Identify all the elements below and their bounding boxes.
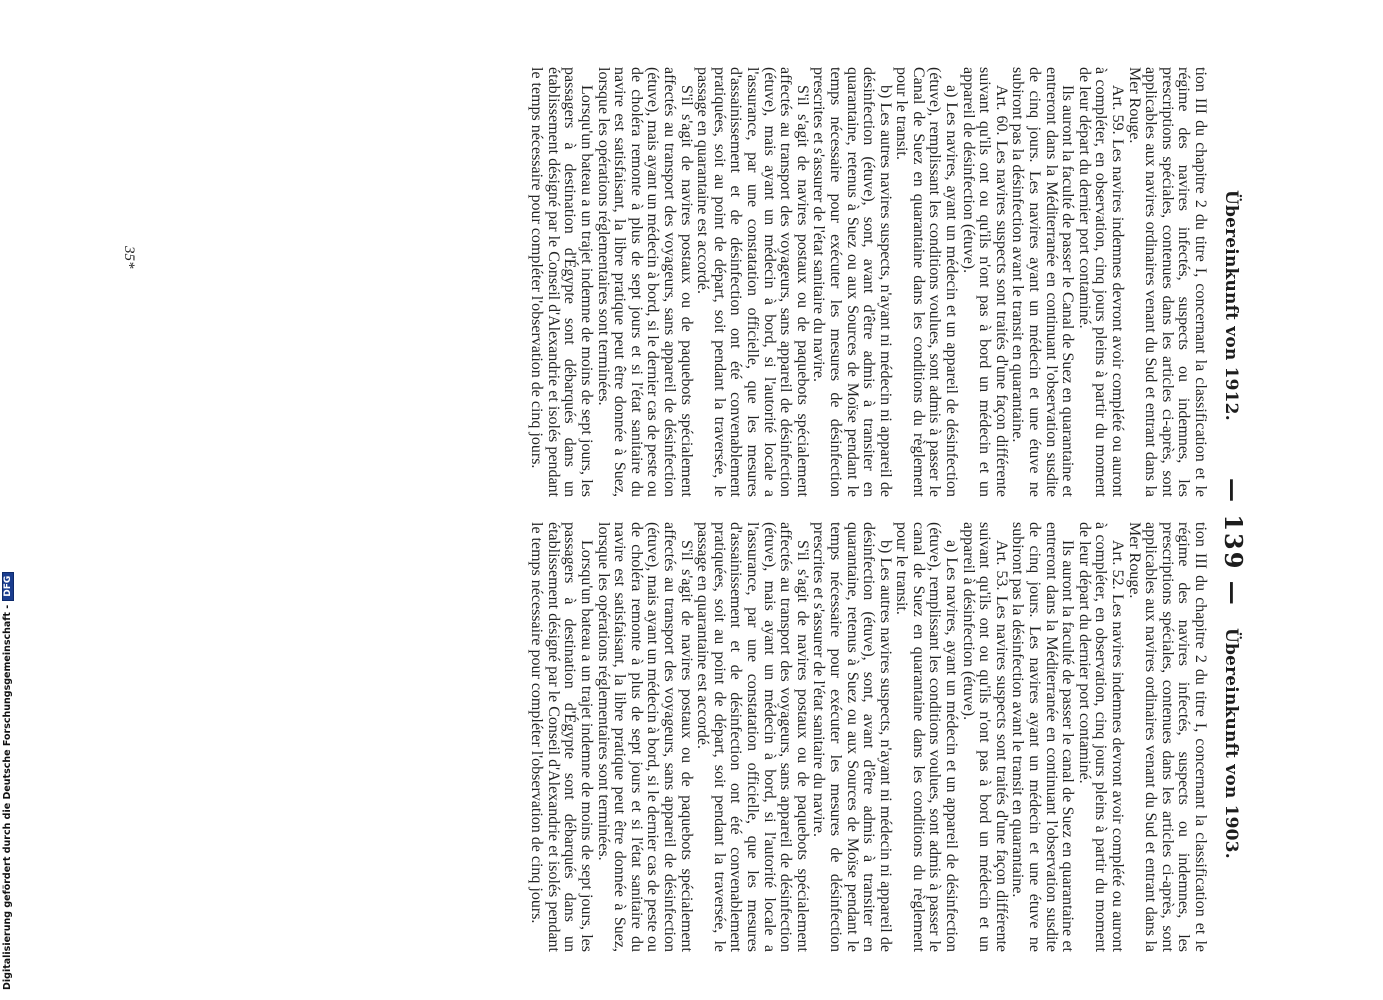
dfg-logo: DFG: [2, 572, 14, 601]
digitization-credit: [2, 0, 22, 990]
paragraph: a) Les navires, ayant un médecin et un appareil de désinfection (étuve), remplissant les conditions voulues, sont admis à passer le canal de Suez en quarantaine dans les conditions du règlement pour le transit.: [893, 522, 961, 952]
paragraph: S'il s'agit de navires postaux ou de paquebots spécialement affectés au transport des voyageurs, sans appareil de désinfection (étuve), mais ayant un médecin à bord, si l'autorité locale a l'assurance, par une constatation officielle, que les mesures d'assainissement et de désinfection ont été convenablement pratiquées, soit au point de départ, soit pendant la traversée, le passage en quarantaine est accordé.: [694, 67, 811, 497]
text-column-1912: [528, 67, 1208, 497]
paragraph: Ils auront la faculté de passer le canal de Suez en quarantaine et entreront dans la Méditerranée en continuant l'observation susdite de cinq jours. Les navires ayant un médecin et une étuve ne subiront pas la désinfection avant le transit en quarantaine.: [1009, 522, 1077, 952]
column-header-1903: Übereinkunft von 1903.: [1221, 628, 1241, 859]
paragraph: S'il s'agit de navires postaux ou de paquebots spécialement affectés au transport des voyageurs, sans appareil de désinfection (étuve), mais ayant un médecin à bord, si l'autorité locale a l'assurance, par une constatation officielle, que les mesures d'assainissement et de désinfection ont été convenablement pratiquées, soit au point de départ, soit pendant la traversée, le passage en quarantaine est accordé.: [694, 522, 811, 952]
page-number: — 139 —: [1219, 478, 1248, 607]
paragraph: Art. 53. Les navires suspects sont traités d'une façon différente suivant qu'ils ont ou qu'ils n'ont pas à bord un médecin et un appareil à désinfection (étuve).: [959, 522, 1010, 952]
column-header-1912: Übereinkunft von 1912.: [1221, 190, 1241, 421]
paragraph: b) Les autres navires suspects, n'ayant ni médecin ni appareil de désinfection (étuve), sont, avant d'être admis à transiter en quarantaine, retenus à Suez ou aux Sources de Moïse pendant le temps nécessaire pour exécuter les mesures de désinfection prescrites et s'assurer de l'état sanitaire du navire.: [810, 67, 894, 497]
signature-mark: 35*: [121, 246, 137, 269]
digitization-credit-text: Digitalisierung gefördert durch die Deutsche Forschungsgemeinschaft -: [2, 604, 13, 990]
paragraph: tion III du chapitre 2 du titre I, concernant la classification et le régime des navires infectés, suspects ou indemnes, les prescriptions spéciales, contenues dans les articles ci-après, sont applicables aux navires ordinaires venant du Sud et entrant dans la Mer Rouge.: [1125, 522, 1209, 952]
paragraph: Lorsqu'un bateau a un trajet indemne de moins de sept jours, les passagers à destination d'Égypte sont débarqués dans un établissement désigné par le Conseil d'Alexandrie et isolés pendant le temps nécessaire pour compléter l'observation de cinq jours.: [528, 67, 596, 497]
paragraph: Art. 60. Les navires suspects sont traités d'une façon différente suivant qu'ils ont ou qu'ils n'ont pas à bord un médecin et un appareil de désinfection (étuve).: [959, 67, 1010, 497]
paragraph: tion III du chapitre 2 du titre I, concernant la classification et le régime des navires infectés, suspects ou indemnes, les prescriptions spéciales, contenues dans les articles ci-après, sont applicables aux navires ordinaires venant du Sud et entrant dans la Mer Rouge.: [1125, 67, 1209, 497]
paragraph: Art. 52. Les navires indemnes devront avoir complété ou auront à compléter, en observation, cinq jours pleins à partir du moment de leur départ du dernier port contaminé.: [1075, 522, 1127, 952]
paragraph: Lorsqu'un bateau a un trajet indemne de moins de sept jours, les passagers à destination d'Égypte sont débarqués dans un établissement désigné par le Conseil d'Alexandrie et isolés pendant le temps nécessaire pour compléter l'observation de cinq jours.: [528, 522, 596, 952]
paragraph: a) Les navires, ayant un médecin et un appareil de désinfection (étuve), remplissant les conditions voulues, sont admis à passer le Canal de Suez en quarantaine dans les conditions du règlement pour le transit.: [893, 67, 961, 497]
paragraph: b) Les autres navires suspects, n'ayant ni médecin ni appareil de désinfection (étuve), sont, avant d'être admis à transiter en quarantaine, retenus à Suez ou aux Sources de Moïse pendant le temps nécessaire pour exécuter les mesures de désinfection prescrites et s'assurer de l'état sanitaire du navire.: [810, 522, 894, 952]
paragraph: S'il s'agit de navires postaux ou de paquebots spécialement affectés au transport des voyageurs, sans appareil de désinfection (étuve), mais ayant un médecin à bord, si le dernier cas de peste ou de choléra remonte à plus de sept jours et si l'état sanitaire du navire est satisfaisant, la libre pratique peut être donnée à Suez, lorsque les opérations réglementaires sont terminées.: [594, 522, 695, 952]
paragraph: S'il s'agit de navires postaux ou de paquebots spécialement affectés au transport des voyageurs, sans appareil de désinfection (étuve), mais ayant un médecin à bord, si le dernier cas de peste ou de choléra remonte à plus de sept jours et si l'état sanitaire du navire est satisfaisant, la libre pratique peut être donnée à Suez, lorsque les opérations réglementaires sont terminées.: [594, 67, 695, 497]
paragraph: Ils auront la faculté de passer le Canal de Suez en quarantaine et entreront dans la Méditerranée en continuant l'observation susdite de cinq jours. Les navires ayant un médecin et une étuve ne subiront pas la désinfection avant le transit en quarantaine.: [1009, 67, 1077, 497]
paragraph: Art. 59. Les navires indemnes devront avoir complété ou auront à compléter, en observation, cinq jours pleins à partir du moment de leur départ du dernier port contaminé.: [1075, 67, 1127, 497]
text-column-1903: [528, 522, 1208, 952]
